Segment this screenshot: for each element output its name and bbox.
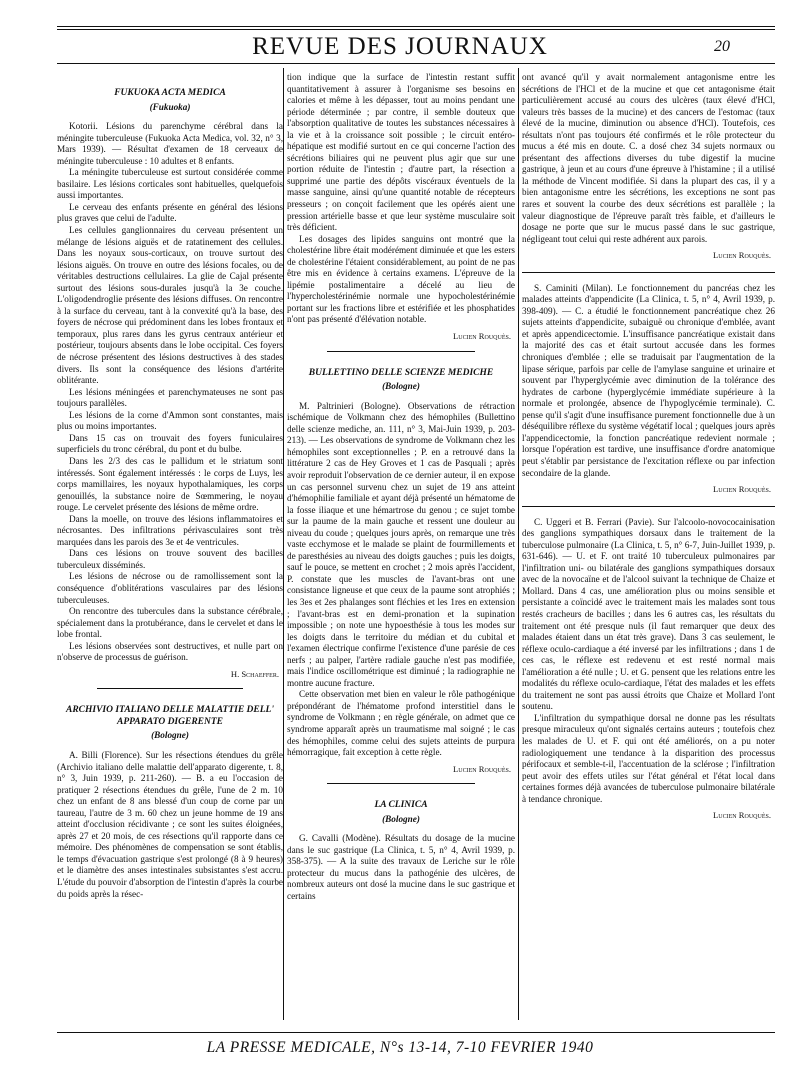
journal-city: (Bologne)	[151, 730, 189, 741]
article-paragraph: Kotorii. Lésions du parenchyme cérébral dans la méningite tuberculeuse (Fukuoka Acta Medica, vol. 32, n° 3, Mars 1939). — Résultat d'examen de 18 cerveaux de méningite tuberculeuse : 10 adultes et 8 enfants.	[57, 121, 283, 166]
section-separator	[327, 783, 475, 784]
header-bottom-rule	[57, 63, 775, 64]
article-paragraph: Dans la moelle, on trouve des lésions inflammatoires et nécrosantes. Des infiltrations périvasculaires sont très marquées dans les parois des 3e et 4e ventricules.	[57, 513, 283, 547]
article-paragraph: L'infiltration du sympathique dorsal ne donne pas les résultats presque miraculeux qu'ont signalés certains auteurs ; toutefois chez les malades de U. et F. qui ont été améliorés, on a pu noter radiologiquement une tendance à la disparition des processus périfocaux et semble-t-il, l'accentuation de la sclérose ; l'infiltration peut avoir des effets utiles sur l'état général et l'état local dans certaines formes déjà avancées de tuberculose pulmonaire bilatérale à tendance chronique.	[522, 712, 775, 804]
journal-city: (Fukuoka)	[149, 101, 191, 112]
article-paragraph: M. Paltrinieri (Bologne). Observations de rétraction ischémique de Volkmann chez des hémophiles (Bullettino delle scienze mediche, an. 111, n° 3, Mai-Juin 1939, p. 203-213). — Les observations de syndrome de Volkmann chez les hémophiles sont exceptionnelles ; P. en a retrouvé dans la littérature 2 cas de Hey Groves et 1 cas de Pasquali ; après avoir reproduit l'observation de ce dernier auteur, il en expose un cas personnel survenu chez un sujet de 19 ans atteint d'hémophilie familiale et ayant déjà présenté un hématome de la fosse iliaque et une hémartrose du genou ; ce sujet tombe sur la paume de la main gauche et ressent une douleur au niveau du coude ; quelques jours après, on remarque une très vaste ecchymose et le malade se plaint de fourmillements et de paresthésies au niveau des doigts gauches ; puis les doigts, sauf le pouce, se mettent en crochet ; 2 mois après l'accident, P. constate que les muscles de l'avant-bras ont une consistance ligneuse et que ceux de la paume sont atrophiés ; les 3es et 2es phalanges sont fléchies et les 1res en extension ; l'avant-bras est en demi-pronation et la supination impossible ; on note une hypoesthésie à tous les modes sur les doigts dans le territoire du médian et du cubital et l'examen électrique confirme l'existence d'une parésie de ces nerfs ; au palper, l'artère radiale gauche n'est pas modifiée, mais l'indice oscillométrique est diminué ; la radiographie ne montre aucune fracture.	[287, 400, 515, 688]
article-paragraph: La méningite tuberculeuse est surtout considérée comme basilaire. Les lésions corticales sont habituelles, quelquefois aussi importantes.	[57, 167, 283, 201]
section-separator	[327, 351, 475, 352]
section-separator	[522, 506, 775, 507]
page-header-title: REVUE DES JOURNAUX	[252, 33, 548, 60]
article-paragraph: Dans les 2/3 des cas le pallidum et le striatum sont intéressés. Sont également intéressés : le corps de Luys, les corps mamillaires, les noyaux hypothalamiques, les corps genouillés, la substance noire de Sœmmering, le noyau rouge. Le cervelet présente des lésions de même ordre.	[57, 455, 283, 513]
section-separator	[97, 688, 243, 689]
journal-title: FUKUOKA ACTA MEDICA	[114, 88, 226, 98]
header-top-rule	[57, 26, 775, 27]
article-paragraph: Dans 15 cas on trouvait des foyers funiculaires superficiels du tronc cérébral, du pont et du bulbe.	[57, 432, 283, 455]
article-paragraph: Les dosages des lipides sanguins ont montré que la cholestérine libre était modérément diminuée et que les esters de cholestérine l'étaient considérablement, au point de ne pas être mis en évidence à certains examens. L'épreuve de la lipémie postalimentaire a décelé au lieu de l'hypercholestérinémie normale une hypocholestérinémie portant sur les fractions libre et estérifiée et les phosphatides n'ont pas présenté d'élévation notable.	[287, 233, 515, 325]
article-paragraph: Les lésions observées sont destructives, et nulle part on n'observe de processus de guérison.	[57, 640, 283, 663]
author-signature: Lucien Rouquès.	[453, 763, 511, 774]
journal-title: ARCHIVIO ITALIANO DELLE MALATTIE DELL' APPARATO DIGERENTE	[66, 705, 274, 727]
article-paragraph: Les cellules ganglionnaires du cerveau présentent un mélange de lésions aiguës et de ratatinement des cellules. Dans les noyaux sous-corticaux, on trouve surtout des lésions aiguës. On trouve en outre des lésions focales, ou de véritables destructions cellulaires. La glie de Cajal présente surtout des lésions sous-durales jusqu'à la 3e couche. L'oligodendroglie présente des lésions diffuses. On rencontre à la surface du cerveau, tant à la convexité qu'à la base, des foyers de nécrose qui prédominent dans les lobes frontaux et temporaux, plus rares dans les gyrus centraux antérieur et postérieur, toujours absents dans le lobe occipital. Ces foyers de nécrose présentent des lésions destructives à des stades divers. Ils sont la conséquence des lésions d'artérite oblitérante.	[57, 225, 283, 386]
article-paragraph: A. Billi (Florence). Sur les résections étendues du grêle (Archivio italiano delle malattie dell'apparato digerente, t. 8, n° 3, Juin 1939, p. 211-260). — B. a eu l'occasion de pratiquer 2 résections étendues du grêle, l'une de 2 m. 10 chez un enfant de 8 ans blessé d'un coup de corne par un taureau, l'autre de 3 m. 60 chez un jeune homme de 19 ans atteint d'occlusion récidivante ; ce sont les suites éloignées, après 27 et 20 mois, de ces résections qu'il rapporte dans ce mémoire. Des phénomènes de compensation se sont établis, le temps d'évacuation gastrique s'est prolongé (8 à 9 heures) et le diamètre des anses intestinales subsistantes s'est accru. L'étude du pouvoir d'absorption de l'intestin d'après la courbe du poids après la résec-	[57, 749, 283, 899]
page-footer	[0, 1039, 800, 1057]
article-paragraph: Les lésions de la corne d'Ammon sont constantes, mais plus ou moins importantes.	[57, 409, 283, 432]
article-paragraph: Les lésions de nécrose ou de ramollissement sont la conséquence d'oblitérations vasculaires par des lésions tuberculeuses.	[57, 571, 283, 605]
author-signature: Lucien Rouquès.	[713, 250, 771, 261]
article-paragraph: G. Cavalli (Modène). Résultats du dosage de la mucine dans le suc gastrique (La Clinica, t. 5, n° 4, Avril 1939, p. 358-375). — A la suite des travaux de Leriche sur le rôle protecteur du mucus dans la pathogénie des ulcères, de nombreux auteurs ont dosé la mucine dans le suc gastrique et certains	[287, 833, 515, 901]
article-paragraph: tion indique que la surface de l'intestin restant suffit quantitativement à assurer à l'organisme ses besoins en calories et même à les dépasser, tout au moins pendant une période déterminée ; par contre, il semble douteux que l'absorption qualitative de toutes les substances nécessaires à la vie et à la croissance soit possible ; le circuit entéro-hépatique est modifié surtout en ce qui concerne l'action des sécrétions biliaires qui ne peuvent plus agir que sur une portion réduite de l'intestin ; d'autre part, la résection a supprimé une partie des dépôts viscéraux éventuels de la masse sanguine, ainsi qu'une quantité notable de récepteurs presseurs ; on conçoit facilement que les opérés aient une pression artérielle basse et que leur système musculaire soit très déficient.	[287, 72, 515, 233]
journal-city: (Bologne)	[382, 381, 420, 392]
column-divider-1	[283, 68, 284, 1020]
article-paragraph: Le cerveau des enfants présente en général des lésions plus graves que celui de l'adulte.	[57, 201, 283, 224]
article-paragraph: On rencontre des tubercules dans la substance cérébrale, spécialement dans la protubérance, dans le cervelet et dans le lobe frontal.	[57, 606, 283, 640]
author-signature: H. Schaeffer.	[230, 668, 279, 679]
journal-title: BULLETTINO DELLE SCIENZE MEDICHE	[308, 367, 494, 378]
header-top-rule-2	[57, 29, 775, 30]
footer-text: LA PRESSE MEDICALE, N°s 13-14, 7-10 FEVRIER 1940	[206, 1039, 594, 1056]
column-divider-2	[518, 68, 519, 1020]
section-separator	[522, 272, 775, 273]
column-3	[522, 72, 775, 826]
article-paragraph: S. Caminiti (Milan). Le fonctionnement du pancréas chez les malades atteints d'appendicite (La Clinica, t. 5, n° 4, Avril 1939, p. 398-409). — C. a étudié le fonctionnement pancréatique chez 26 sujets atteints d'appendicite, subaiguë ou chronique d'emblée, avant et après appendicectomie. L'insuffisance pancréatique existait dans la majorité des cas et était surtout accusée dans les formes chroniques d'emblée ; elle se traduisait par l'augmentation de la lipase sérique, parfois par celle de l'amylase sanguine et urinaire et souvent par l'hyperglycémie avec diminution de la tolérance des hydrates de carbone (hyperglycémie immédiate supérieure à la normale et prolongée, absence de l'hypoglycémie terminale). C. pense qu'il s'agit d'une insuffisance purement fonctionnelle due à un déséquilibre réflexe du système végétatif local ; quelques jours après l'appendicectomie, la fonction pancréatique redevient normale ; lorsque l'opération est tardive, une insuffisance d'ordre anatomique peut s'établir par persistance de l'excitation réflexe ou par infection secondaire de la glande.	[522, 282, 775, 478]
footer-rule	[57, 1032, 775, 1033]
page-number: 20	[714, 38, 730, 55]
author-signature: Lucien Rouquès.	[713, 484, 771, 495]
article-paragraph: Dans ces lésions on trouve souvent des bacilles tuberculeux disséminés.	[57, 548, 283, 570]
article-paragraph: Cette observation met bien en valeur le rôle pathogénique prépondérant de l'hématome profond interstitiel dans le syndrome de Volkmann ; en règle générale, on admet que ce syndrome apparaît après un traumatisme mal soigné ; le cas des hémophiles, comme celui des sujets atteints de purpura hémorragique, fait exception à cette règle.	[287, 689, 515, 758]
journal-title: LA CLINICA	[374, 800, 428, 811]
article-paragraph: C. Uggeri et B. Ferrari (Pavie). Sur l'alcoolo-novococainisation des ganglions sympathiques dorsaux dans le traitement de la tuberculose pulmonaire (La Clinica, t. 5, n° 6-7, Juin-Juillet 1939, p. 631-646). — U. et F. ont traité 10 tuberculeux pulmonaires par l'infiltration uni- ou bilatérale des ganglions sympathiques dorsaux avec de la novocaïne et de l'alcool suivant la technique de Chaize et Mollard. Dans 4 cas, une amélioration plus ou moins sensible et persistante a coïncidé avec le traitement mais les malades sont tous restés cracheurs de bacilles ; dans les 6 autres cas, les résultats du traitement ont été presque nuls (il faut remarquer que deux des malades étaient dans un état très grave). Dans 3 cas seulement, le réflexe oculo-cardiaque a été inversé par les infiltrations ; dans 1 de ces cas, le réflexe est redevenu et est resté normal mais l'amélioration a été nulle ; U. et G. pensent que les relations entre les modalités du réflexe oculo-cardiaque, l'état des malades et les effets du traitement ne sont pas aussi étroits que Chaize et Mollard l'ont soutenu.	[522, 516, 775, 712]
author-signature: Lucien Rouquès.	[453, 331, 511, 342]
article-paragraph: Les lésions méningées et parenchymateuses ne sont pas toujours parallèles.	[57, 386, 283, 409]
column-1	[57, 72, 283, 900]
column-2	[287, 72, 515, 903]
journal-city: (Bologne)	[382, 813, 420, 824]
author-signature: Lucien Rouquès.	[713, 810, 771, 821]
article-paragraph: ont avancé qu'il y avait normalement antagonisme entre les sécrétions de l'HCl et de la mucine et que cet antagonisme était particulièrement accusé au cours des ulcères (taux élevé d'HCl, valeurs très basses de la mucine) et des cancers de l'estomac (taux élevé de la mucine, diminution ou absence d'HCl). Toutefois, ces résultats n'ont pas toujours été confirmés et le rôle protecteur du mucus a été mis en doute. C. a dosé chez 34 sujets normaux ou présentant des affections diverses du tube digestif la mucine gastrique, à jeun et au cours d'une épreuve à l'histamine ; il a utilisé la méthode de Vincent modifiée. Si dans la plupart des cas, il y a bien antagonisme entre les sécrétions, les exceptions ne sont pas rares et souvent la courbe des deux sécrétions est parallèle ; la valeur diagnostique de l'épreuve paraît très faible, et d'ailleurs le dosage ne porte que sur le mucus passé dans le suc gastrique, négligeant tout celui qui reste adhérent aux parois.	[522, 72, 775, 244]
